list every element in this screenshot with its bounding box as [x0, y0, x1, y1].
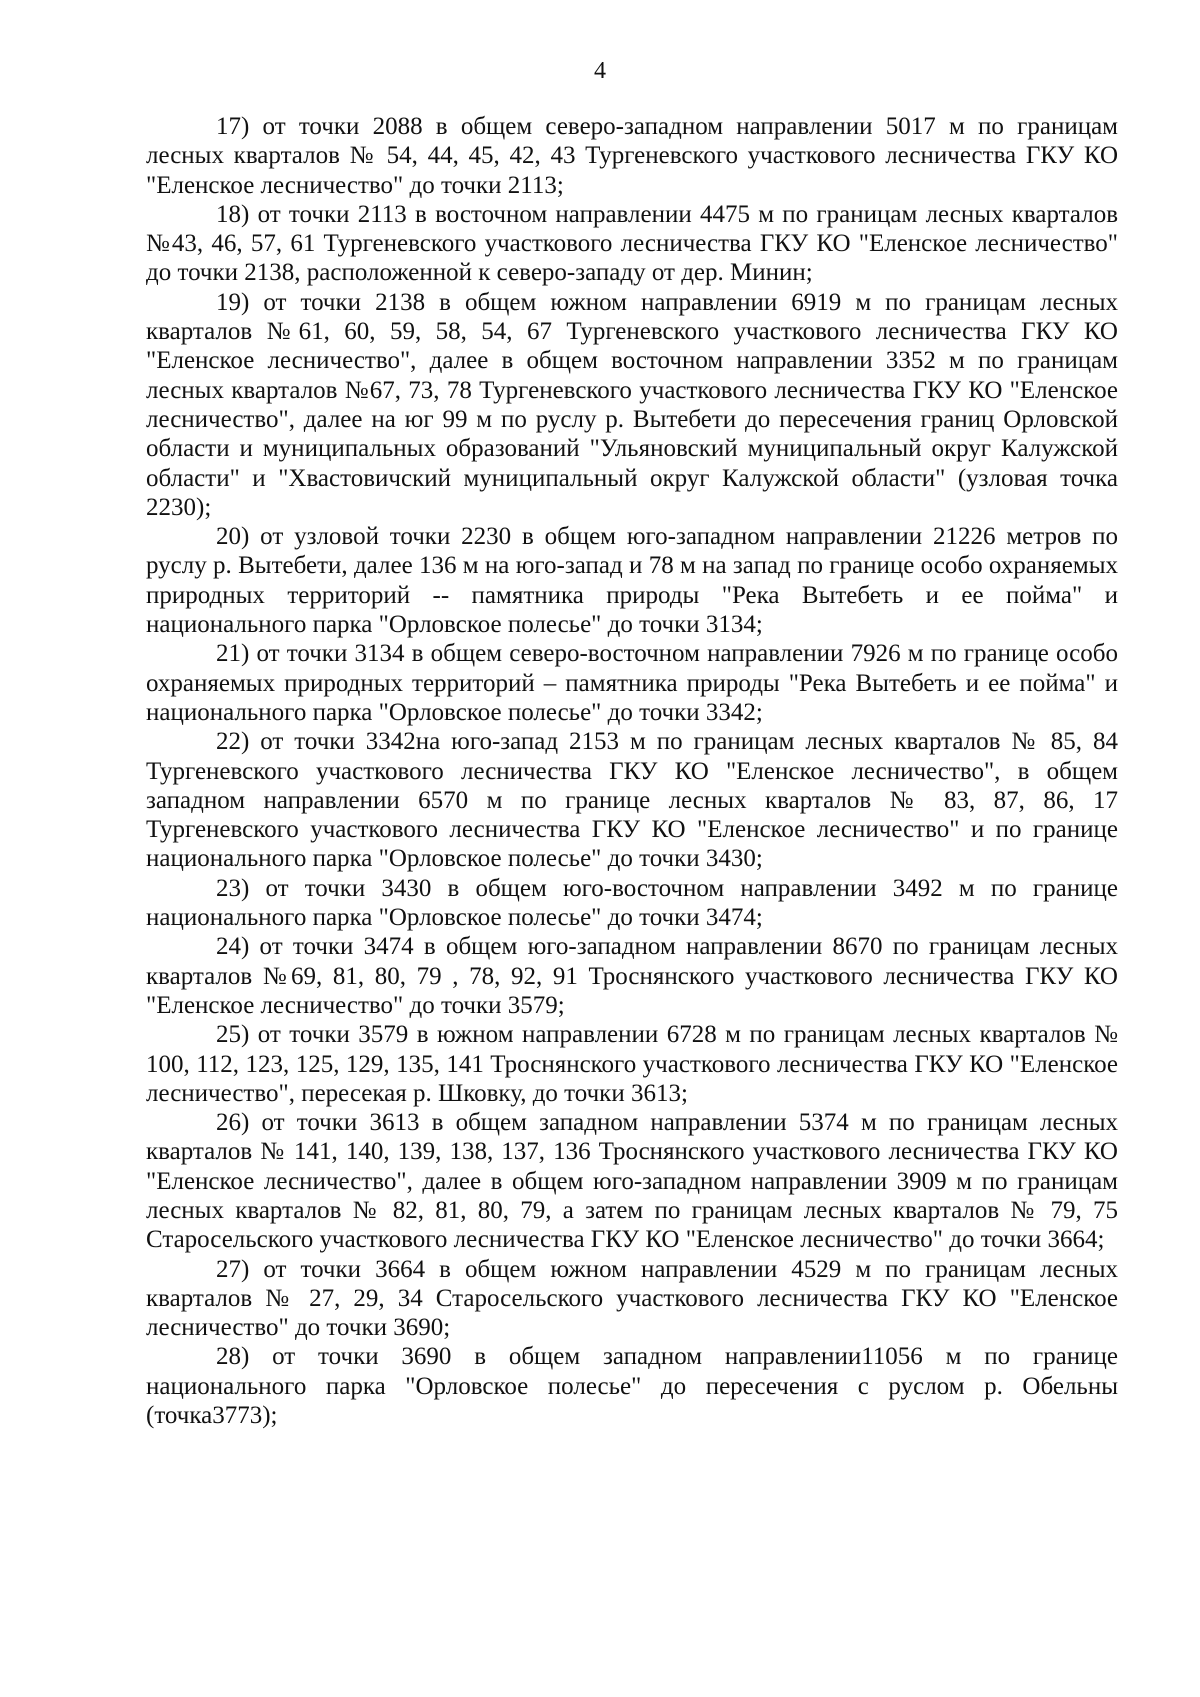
paragraph-23: 23) от точки 3430 в общем юго-восточном направлении 3492 м по границе национального парка "Орловское полесье" до точки 3474;: [146, 874, 1118, 932]
page-number: 4: [594, 58, 606, 84]
paragraph-27: 27) от точки 3664 в общем южном направлении 4529 м по границам лесных кварталов № 27, 29, 34 Старосельского участкового лесничества ГКУ КО "Еленское лесничество" до точки 3690;: [146, 1255, 1118, 1342]
paragraph-19: 19) от точки 2138 в общем южном направлении 6919 м по границам лесных кварталов №61, 60, 59, 58, 54, 67 Тургеневского участкового лесничества ГКУ КО "Еленское лесничество", далее в общем восточном направлении 3352 м по границам лесных кварталов №67, 73, 78 Тургеневского участкового лесничества ГКУ КО "Еленское лесничество", далее на юг 99 м по руслу р. Вытебети до пересечения границ Орловской области и муниципальных образований "Ульяновский муниципальный округ Калужской области" и "Хвастовичский муниципальный округ Калужской области" (узловая точка 2230);: [146, 288, 1118, 521]
paragraph-18: 18) от точки 2113 в восточном направлении 4475 м по границам лесных кварталов №43, 46, 57, 61 Тургеневского участкового лесничества ГКУ КО "Еленское лесничество" до точки 2138, расположенной к северо-западу от дер. Минин;: [146, 200, 1118, 287]
paragraph-20: 20) от узловой точки 2230 в общем юго-западном направлении 21226 метров по руслу р. Вытебети, далее 136 м на юго-запад и 78 м на запад по границе особо охраняемых природных территорий -- памятника природы "Река Вытебеть и ее пойма" и национального парка "Орловское полесье" до точки 3134;: [146, 523, 1118, 639]
paragraph-26: 26) от точки 3613 в общем западном направлении 5374 м по границам лесных кварталов № 141, 140, 139, 138, 137, 136 Троснянского участкового лесничества ГКУ КО "Еленское лесничество", далее в общем юго-западном направлении 3909 м по границам лесных кварталов № 82, 81, 80, 79, а затем по границам лесных кварталов № 79, 75 Старосельского участкового лесничества ГКУ КО "Еленское лесничество" до точки 3664;: [146, 1109, 1118, 1254]
paragraph-24: 24) от точки 3474 в общем юго-западном направлении 8670 по границам лесных кварталов №69, 81, 80, 79 , 78, 92, 91 Троснянского участкового лесничества ГКУ КО "Еленское лесничество" до точки 3579;: [146, 933, 1118, 1019]
paragraph-22: 22) от точки 3342на юго-запад 2153 м по границам лесных кварталов № 85, 84 Тургеневского участкового лесничества ГКУ КО "Еленское лесничество", в общем западном направлении 6570 м по границе лесных кварталов № 83, 87, 86, 17 Тургеневского участкового лесничества ГКУ КО "Еленское лесничество" и по границе национального парка "Орловское полесье" до точки 3430;: [146, 728, 1118, 873]
document-body: [146, 112, 1118, 1430]
paragraph-21: 21) от точки 3134 в общем северо-восточном направлении 7926 м по границе особо охраняемых природных территорий – памятника природы "Река Вытебеть и ее пойма" и национального парка "Орловское полесье" до точки 3342;: [146, 640, 1118, 726]
paragraph-25: 25) от точки 3579 в южном направлении 6728 м по границам лесных кварталов № 100, 112, 123, 125, 129, 135, 141 Троснянского участкового лесничества ГКУ КО "Еленское лесничество", пересекая р. Шковку, до точки 3613;: [146, 1021, 1118, 1107]
paragraph-17: 17) от точки 2088 в общем северо-западном направлении 5017 м по границам лесных кварталов № 54, 44, 45, 42, 43 Тургеневского участкового лесничества ГКУ КО "Еленское лесничество" до точки 2113;: [146, 113, 1118, 199]
paragraph-28: 28) от точки 3690 в общем западном направлении11056 м по границе национального парка "Орловское полесье" до пересечения с руслом р. Обельны (точка3773);: [146, 1343, 1118, 1430]
